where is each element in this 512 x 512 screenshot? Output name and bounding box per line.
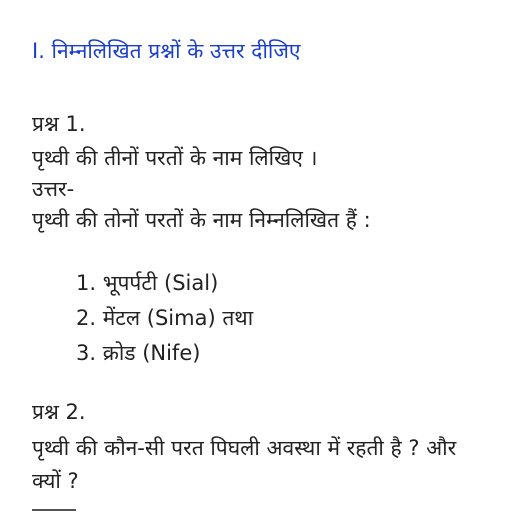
question-1-text: पृथ्वी की तीनों परतों के नाम लिखिए । — [32, 146, 318, 170]
answer-1-item-1: 1. भूपर्पटी (Sial) — [76, 271, 219, 295]
question-1-label: प्रश्न 1. — [32, 112, 86, 136]
answer-1-item-2: 2. मेंटल (Sima) तथा — [76, 306, 254, 330]
question-2-label: प्रश्न 2. — [32, 400, 86, 424]
answer-1-intro: पृथ्वी की तोनों परतों के नाम निम्नलिखित हैं : — [32, 208, 371, 232]
cut-off-answer-label — [32, 506, 76, 512]
answer-1-list — [76, 266, 253, 371]
answer-1-item-3: 3. क्रोड (Nife) — [76, 341, 201, 365]
answer-1-label: उत्तर- — [32, 177, 75, 201]
section-heading: I. निम्नलिखित प्रश्नों के उत्तर दीजिए — [32, 39, 301, 63]
question-2-text-line-2: क्यों ? — [32, 469, 79, 493]
question-2-text-line-1: पृथ्वी की कौन-सी परत पिघली अवस्था में रहती है ? और — [32, 436, 457, 460]
